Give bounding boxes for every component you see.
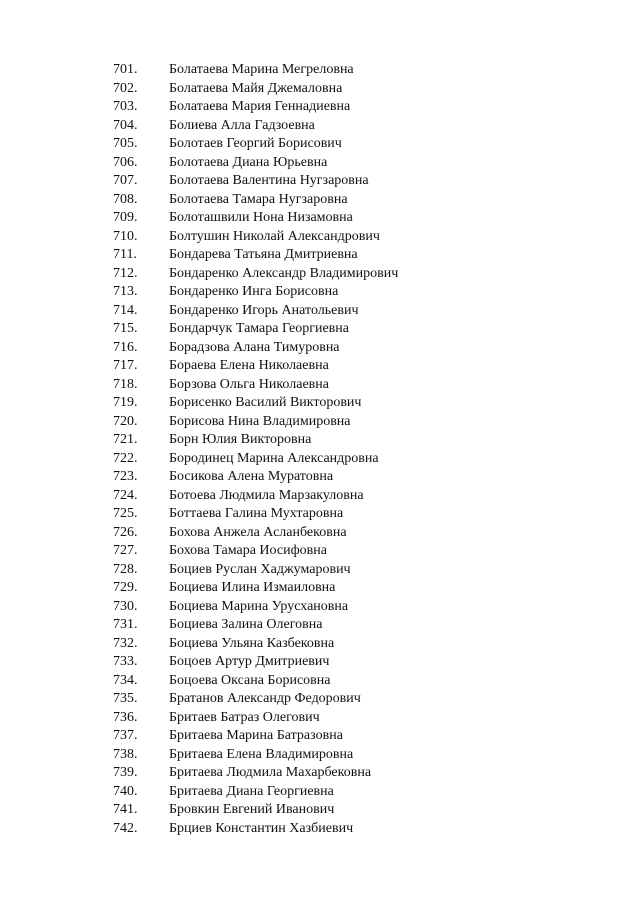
person-name: Борисова Нина Владимировна bbox=[169, 413, 351, 429]
person-name: Бритаева Диана Георгиевна bbox=[169, 783, 334, 799]
person-name: Бохова Тамара Иосифовна bbox=[169, 543, 327, 558]
item-number: 727. bbox=[113, 543, 138, 558]
person-name: Бораева Елена Николаевна bbox=[169, 358, 329, 373]
person-name: Бондарчук Тамара Георгиевна bbox=[169, 321, 349, 336]
person-name: Болотаев Георгий Борисович bbox=[169, 136, 342, 151]
list-item bbox=[113, 339, 593, 358]
item-number: 707. bbox=[113, 173, 138, 188]
item-number: 724. bbox=[113, 487, 138, 503]
item-number: 715. bbox=[113, 321, 138, 336]
person-name: Боциева Ульяна Казбековна bbox=[169, 635, 335, 651]
name-list bbox=[113, 61, 593, 838]
list-item bbox=[113, 265, 593, 284]
list-item bbox=[113, 616, 593, 635]
person-name: Борзова Ольга Николаевна bbox=[169, 376, 329, 392]
item-number: 722. bbox=[113, 450, 138, 466]
person-name: Боциев Руслан Хаджумарович bbox=[169, 561, 351, 577]
list-item bbox=[113, 246, 593, 265]
person-name: Болтушин Николай Александрович bbox=[169, 228, 380, 244]
person-name: Болоташвили Нона Низамовна bbox=[169, 210, 353, 225]
item-number: 741. bbox=[113, 802, 138, 817]
person-name: Бондаренко Инга Борисовна bbox=[169, 284, 339, 299]
person-name: Брциев Константин Хазбиевич bbox=[169, 820, 354, 836]
person-name: Болатаева Мария Геннадиевна bbox=[169, 99, 351, 114]
item-number: 730. bbox=[113, 598, 138, 614]
item-number: 701. bbox=[113, 62, 138, 77]
list-item bbox=[113, 117, 593, 136]
person-name: Боциева Залина Олеговна bbox=[169, 617, 323, 632]
item-number: 733. bbox=[113, 654, 138, 669]
person-name: Боттаева Галина Мухтаровна bbox=[169, 506, 344, 521]
item-number: 702. bbox=[113, 80, 138, 96]
list-item bbox=[113, 561, 593, 580]
list-item bbox=[113, 690, 593, 709]
item-number: 714. bbox=[113, 302, 138, 318]
list-item bbox=[113, 524, 593, 543]
list-item bbox=[113, 653, 593, 672]
person-name: Боциева Илина Измаиловна bbox=[169, 580, 336, 595]
person-name: Борисенко Василий Викторович bbox=[169, 395, 362, 410]
person-name: Бородинец Марина Александровна bbox=[169, 450, 379, 466]
list-item bbox=[113, 209, 593, 228]
person-name: Ботоева Людмила Марзакуловна bbox=[169, 487, 364, 503]
list-item bbox=[113, 820, 593, 839]
item-number: 710. bbox=[113, 228, 138, 244]
item-number: 723. bbox=[113, 469, 138, 484]
list-item bbox=[113, 431, 593, 450]
person-name: Бондаренко Александр Владимирович bbox=[169, 265, 399, 281]
person-name: Бритаева Марина Батразовна bbox=[169, 728, 343, 743]
item-number: 705. bbox=[113, 136, 138, 151]
list-item bbox=[113, 579, 593, 598]
list-item bbox=[113, 228, 593, 247]
list-item bbox=[113, 801, 593, 820]
list-item bbox=[113, 783, 593, 802]
item-number: 734. bbox=[113, 672, 138, 688]
person-name: Болиева Алла Гадзоевна bbox=[169, 117, 315, 133]
item-number: 739. bbox=[113, 765, 138, 780]
item-number: 718. bbox=[113, 376, 138, 392]
item-number: 726. bbox=[113, 524, 138, 540]
item-number: 728. bbox=[113, 561, 138, 577]
list-item bbox=[113, 154, 593, 173]
list-item bbox=[113, 746, 593, 765]
person-name: Босикова Алена Муратовна bbox=[169, 469, 334, 484]
person-name: Бохова Анжела Асланбековна bbox=[169, 524, 347, 540]
list-item bbox=[113, 450, 593, 469]
list-item bbox=[113, 191, 593, 210]
list-item bbox=[113, 283, 593, 302]
item-number: 704. bbox=[113, 117, 138, 133]
list-item bbox=[113, 357, 593, 376]
list-item bbox=[113, 302, 593, 321]
item-number: 738. bbox=[113, 746, 138, 762]
list-item bbox=[113, 468, 593, 487]
person-name: Борадзова Алана Тимуровна bbox=[169, 339, 340, 355]
item-number: 735. bbox=[113, 691, 138, 706]
list-item bbox=[113, 61, 593, 80]
item-number: 731. bbox=[113, 617, 138, 632]
item-number: 717. bbox=[113, 358, 138, 373]
person-name: Бондарева Татьяна Дмитриевна bbox=[169, 247, 358, 262]
list-item bbox=[113, 487, 593, 506]
item-number: 711. bbox=[113, 247, 137, 262]
person-name: Бритаева Людмила Махарбековна bbox=[169, 765, 372, 780]
person-name: Братанов Александр Федорович bbox=[169, 691, 361, 706]
list-item bbox=[113, 80, 593, 99]
person-name: Болатаева Марина Мегреловна bbox=[169, 62, 354, 77]
person-name: Бондаренко Игорь Анатольевич bbox=[169, 302, 359, 318]
list-item bbox=[113, 394, 593, 413]
item-number: 706. bbox=[113, 154, 138, 170]
person-name: Бритаев Батраз Олегович bbox=[169, 709, 320, 725]
person-name: Бровкин Евгений Иванович bbox=[169, 802, 335, 817]
list-item bbox=[113, 672, 593, 691]
list-item bbox=[113, 505, 593, 524]
list-item bbox=[113, 709, 593, 728]
item-number: 742. bbox=[113, 820, 138, 836]
person-name: Болатаева Майя Джемаловна bbox=[169, 80, 343, 96]
list-item bbox=[113, 413, 593, 432]
item-number: 725. bbox=[113, 506, 138, 521]
item-number: 709. bbox=[113, 210, 138, 225]
item-number: 713. bbox=[113, 284, 138, 299]
list-item bbox=[113, 542, 593, 561]
item-number: 732. bbox=[113, 635, 138, 651]
item-number: 703. bbox=[113, 99, 138, 114]
item-number: 721. bbox=[113, 432, 138, 447]
person-name: Болотаева Тамара Нугзаровна bbox=[169, 191, 348, 207]
list-item bbox=[113, 320, 593, 339]
person-name: Болотаева Диана Юрьевна bbox=[169, 154, 328, 170]
item-number: 737. bbox=[113, 728, 138, 743]
person-name: Бритаева Елена Владимировна bbox=[169, 746, 354, 762]
item-number: 736. bbox=[113, 709, 138, 725]
item-number: 716. bbox=[113, 339, 138, 355]
item-number: 712. bbox=[113, 265, 138, 281]
person-name: Борн Юлия Викторовна bbox=[169, 432, 312, 447]
person-name: Болотаева Валентина Нугзаровна bbox=[169, 173, 369, 188]
list-item bbox=[113, 598, 593, 617]
list-item bbox=[113, 135, 593, 154]
item-number: 719. bbox=[113, 395, 138, 410]
list-item bbox=[113, 376, 593, 395]
item-number: 708. bbox=[113, 191, 138, 207]
person-name: Боциева Марина Урусхановна bbox=[169, 598, 349, 614]
person-name: Боцоева Оксана Борисовна bbox=[169, 672, 331, 688]
item-number: 720. bbox=[113, 413, 138, 429]
list-item bbox=[113, 172, 593, 191]
list-item bbox=[113, 635, 593, 654]
item-number: 740. bbox=[113, 783, 138, 799]
list-item bbox=[113, 764, 593, 783]
item-number: 729. bbox=[113, 580, 138, 595]
person-name: Боцоев Артур Дмитриевич bbox=[169, 654, 330, 669]
list-item bbox=[113, 727, 593, 746]
list-item bbox=[113, 98, 593, 117]
